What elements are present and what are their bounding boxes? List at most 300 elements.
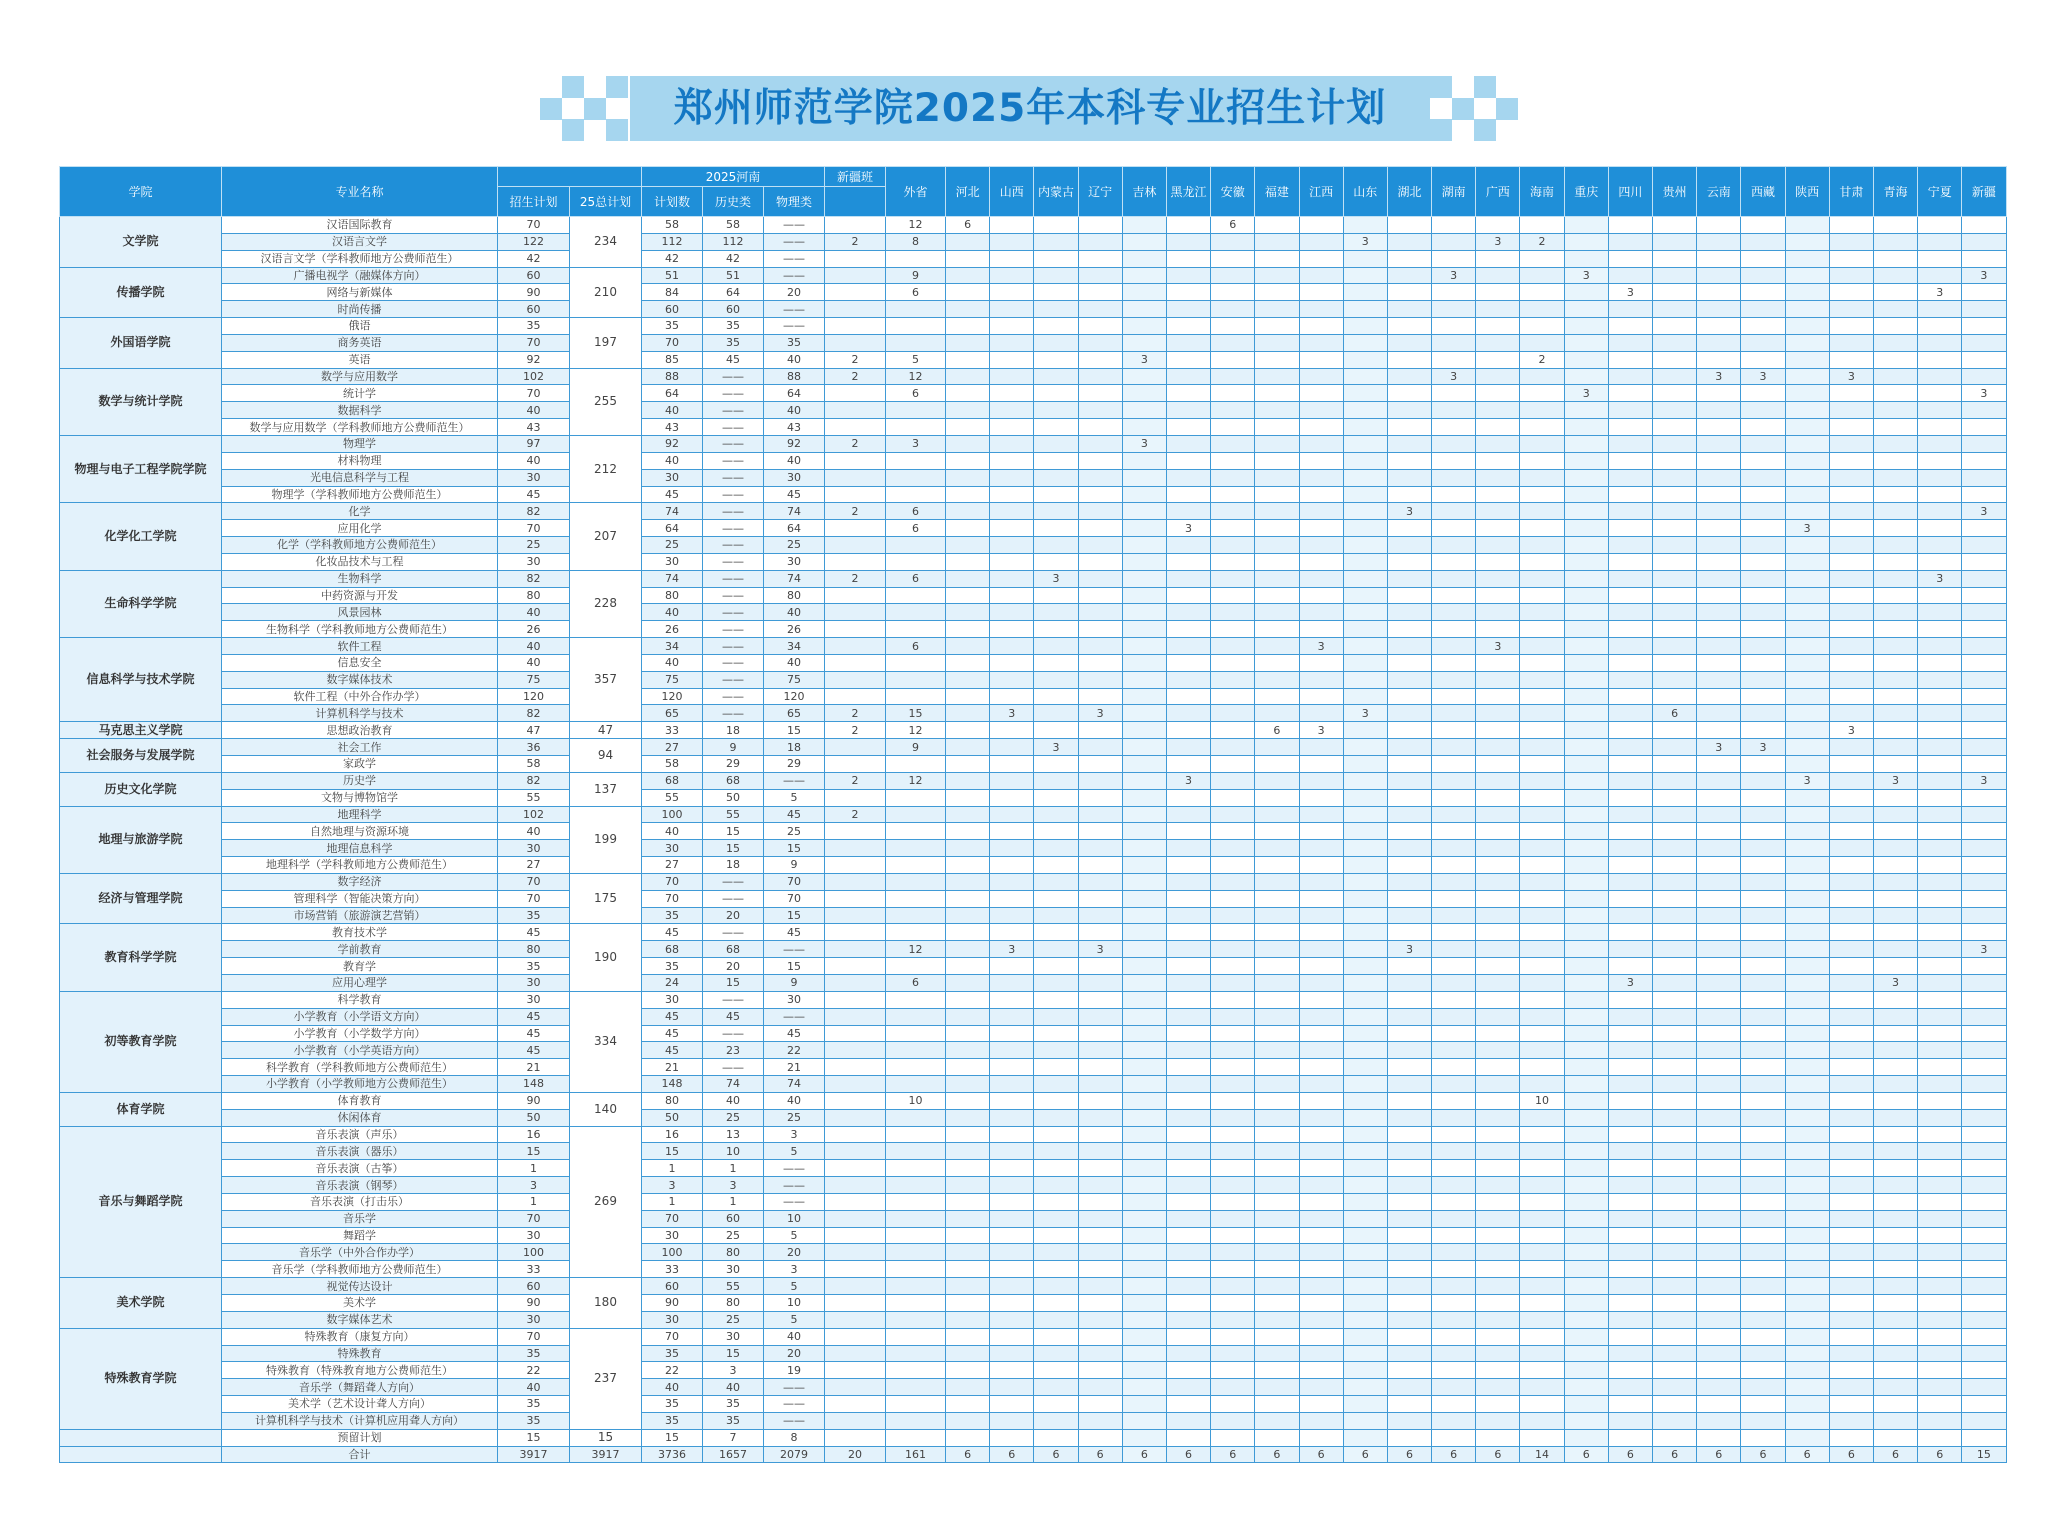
province-cell (1873, 823, 1917, 840)
province-cell (1918, 435, 1962, 452)
enroll-plan-cell: 30 (498, 991, 570, 1008)
province-cell (1211, 873, 1255, 890)
table-row (60, 217, 2007, 234)
province-cell: 3 (1432, 368, 1476, 385)
province-cell (1785, 1193, 1829, 1210)
province-cell (1299, 688, 1343, 705)
province-cell (1918, 469, 1962, 486)
province-cell (1387, 1177, 1431, 1194)
province-cell (1299, 958, 1343, 975)
xinjiang-cell (825, 991, 886, 1008)
province-cell (990, 570, 1034, 587)
province-cell (1829, 1076, 1873, 1093)
major-cell: 汉语国际教育 (222, 217, 498, 234)
province-cell (1873, 958, 1917, 975)
province-cell (1476, 503, 1520, 520)
province-cell (1343, 958, 1387, 975)
table-row (60, 974, 2007, 991)
province-cell (1078, 1126, 1122, 1143)
province-cell (1255, 1126, 1299, 1143)
province-cell (1343, 907, 1387, 924)
province-cell (1343, 1210, 1387, 1227)
province-cell (1697, 402, 1741, 419)
province-cell (1387, 1092, 1431, 1109)
total-xj: 20 (825, 1446, 886, 1463)
province-cell (1166, 789, 1210, 806)
province-cell (1122, 1261, 1166, 1278)
enroll-plan-cell: 22 (498, 1362, 570, 1379)
province-cell (1608, 890, 1652, 907)
province-cell (1122, 1345, 1166, 1362)
province-cell (1432, 705, 1476, 722)
physics-cell: 20 (764, 284, 825, 301)
province-cell (1962, 1143, 2006, 1160)
province-cell (1432, 1278, 1476, 1295)
major-cell: 教育学 (222, 958, 498, 975)
province-cell (1211, 587, 1255, 604)
province-cell (1122, 907, 1166, 924)
province-cell (1122, 873, 1166, 890)
province-cell (1653, 873, 1697, 890)
province-cell (1255, 1328, 1299, 1345)
province-cell (1741, 941, 1785, 958)
province-cell (1387, 1109, 1431, 1126)
table-row (60, 570, 2007, 587)
history-cell: 15 (703, 974, 764, 991)
plan-count-cell: 70 (642, 334, 703, 351)
major-cell: 小学教育（小学英语方向） (222, 1042, 498, 1059)
history-cell: 68 (703, 772, 764, 789)
major-cell: 数字经济 (222, 873, 498, 890)
physics-cell: 10 (764, 1210, 825, 1227)
college-cell: 教育科学学院 (60, 924, 222, 991)
xinjiang-cell (825, 1295, 886, 1312)
enroll-plan-cell: 21 (498, 1059, 570, 1076)
province-cell (1608, 604, 1652, 621)
province-cell (1608, 840, 1652, 857)
other-provinces-cell: 12 (886, 368, 946, 385)
table-row (60, 435, 2007, 452)
province-cell (1918, 1412, 1962, 1429)
province-cell (1122, 1160, 1166, 1177)
header-province: 新疆 (1962, 167, 2006, 217)
province-cell (1564, 840, 1608, 857)
province-cell (1343, 924, 1387, 941)
xinjiang-cell (825, 402, 886, 419)
province-cell (1211, 1278, 1255, 1295)
province-cell (1432, 1160, 1476, 1177)
province-cell (1829, 435, 1873, 452)
province-cell (1608, 1042, 1652, 1059)
province-cell (1697, 756, 1741, 773)
province-cell (990, 1193, 1034, 1210)
province-cell: 3 (1608, 284, 1652, 301)
table-row (60, 351, 2007, 368)
province-cell (1564, 1092, 1608, 1109)
province-cell (1785, 217, 1829, 234)
other-provinces-cell: 12 (886, 722, 946, 739)
province-cell (1564, 974, 1608, 991)
province-cell (1078, 1092, 1122, 1109)
province-cell (1785, 351, 1829, 368)
table-row (60, 334, 2007, 351)
xinjiang-cell (825, 604, 886, 621)
xinjiang-cell (825, 654, 886, 671)
province-cell (1653, 284, 1697, 301)
plan-count-cell: 34 (642, 638, 703, 655)
enroll-plan-cell: 60 (498, 1278, 570, 1295)
history-cell: —— (703, 435, 764, 452)
province-cell: 3 (1918, 284, 1962, 301)
province-cell (1829, 553, 1873, 570)
province-cell (1432, 958, 1476, 975)
plan-count-cell: 1 (642, 1193, 703, 1210)
province-cell (1166, 587, 1210, 604)
province-cell (1653, 1126, 1697, 1143)
province-cell (1873, 1008, 1917, 1025)
province-cell (1299, 604, 1343, 621)
header-xinjiang-sub (825, 187, 886, 217)
province-cell (1211, 1412, 1255, 1429)
province-cell (1962, 789, 2006, 806)
province-cell (1432, 1311, 1476, 1328)
province-cell (1343, 503, 1387, 520)
province-cell (1697, 1429, 1741, 1446)
other-provinces-cell (886, 857, 946, 874)
province-cell (1785, 284, 1829, 301)
province-cell (946, 368, 990, 385)
enroll-plan-cell: 97 (498, 435, 570, 452)
plan-count-cell: 27 (642, 739, 703, 756)
province-cell (1962, 890, 2006, 907)
province-cell (1697, 1160, 1741, 1177)
province-cell (1343, 756, 1387, 773)
province-cell (1211, 1396, 1255, 1413)
table-row (60, 469, 2007, 486)
province-cell (1785, 233, 1829, 250)
province-cell (990, 486, 1034, 503)
province-cell (946, 654, 990, 671)
province-cell (1387, 974, 1431, 991)
physics-cell: 30 (764, 553, 825, 570)
other-provinces-cell: 6 (886, 503, 946, 520)
province-cell (1962, 284, 2006, 301)
province-cell (1432, 486, 1476, 503)
total-province-cell: 6 (1299, 1446, 1343, 1463)
header-henan-2025: 2025河南 (642, 167, 825, 187)
province-cell (1166, 368, 1210, 385)
province-cell (1343, 890, 1387, 907)
province-cell (1034, 823, 1078, 840)
province-cell (1873, 991, 1917, 1008)
major-cell: 生物科学 (222, 570, 498, 587)
province-cell (1873, 1412, 1917, 1429)
province-cell (1785, 688, 1829, 705)
plan-count-cell: 70 (642, 890, 703, 907)
province-cell (1343, 1396, 1387, 1413)
province-cell (1078, 419, 1122, 436)
province-cell: 3 (1741, 739, 1785, 756)
history-cell: —— (703, 469, 764, 486)
province-cell (1034, 537, 1078, 554)
enroll-plan-cell: 70 (498, 1210, 570, 1227)
history-cell: —— (703, 890, 764, 907)
province-cell: 3 (1387, 941, 1431, 958)
province-cell (1608, 1143, 1652, 1160)
province-cell (1653, 991, 1697, 1008)
province-cell (1608, 250, 1652, 267)
physics-cell: 29 (764, 756, 825, 773)
province-cell (990, 1379, 1034, 1396)
province-cell (1962, 756, 2006, 773)
province-cell (1255, 772, 1299, 789)
province-cell (1520, 857, 1564, 874)
province-cell (1564, 756, 1608, 773)
physics-cell: 25 (764, 1109, 825, 1126)
province-cell (946, 334, 990, 351)
province-cell (1078, 284, 1122, 301)
province-cell (1387, 385, 1431, 402)
province-cell (1829, 1177, 1873, 1194)
province-cell (946, 1092, 990, 1109)
province-cell (946, 587, 990, 604)
province-cell: 3 (1166, 772, 1210, 789)
province-cell (1520, 1295, 1564, 1312)
province-cell (1785, 1244, 1829, 1261)
province-cell (1829, 941, 1873, 958)
province-cell (1829, 907, 1873, 924)
college-cell: 历史文化学院 (60, 772, 222, 806)
enroll-plan-cell: 80 (498, 941, 570, 958)
major-cell: 音乐表演（古筝） (222, 1160, 498, 1177)
total-province-cell: 6 (1255, 1446, 1299, 1463)
province-cell (1873, 604, 1917, 621)
total-25-cell: 334 (570, 991, 642, 1092)
physics-cell: 75 (764, 671, 825, 688)
province-cell (1343, 1109, 1387, 1126)
xinjiang-cell (825, 553, 886, 570)
province-cell (1122, 1328, 1166, 1345)
province-cell (1255, 638, 1299, 655)
header-province: 四川 (1608, 167, 1652, 217)
plan-count-cell: 60 (642, 301, 703, 318)
history-cell: 55 (703, 1278, 764, 1295)
province-cell (1520, 1261, 1564, 1278)
province-cell (1741, 1379, 1785, 1396)
province-cell: 3 (1697, 739, 1741, 756)
major-cell: 小学教育（小学语文方向） (222, 1008, 498, 1025)
province-cell (946, 1429, 990, 1446)
province-cell (1520, 1008, 1564, 1025)
province-cell (1564, 570, 1608, 587)
province-cell (1387, 250, 1431, 267)
province-cell (1343, 991, 1387, 1008)
province-cell (1962, 1160, 2006, 1177)
province-cell: 3 (1918, 570, 1962, 587)
province-cell (1520, 284, 1564, 301)
header-enroll-plan: 招生计划 (498, 187, 570, 217)
province-cell (990, 1109, 1034, 1126)
province-cell (1387, 1295, 1431, 1312)
enroll-plan-cell: 82 (498, 772, 570, 789)
total-province-cell: 6 (1741, 1446, 1785, 1463)
province-cell (1653, 402, 1697, 419)
province-cell (1166, 250, 1210, 267)
province-cell (1166, 267, 1210, 284)
province-cell (1034, 1092, 1078, 1109)
province-cell (1608, 520, 1652, 537)
province-cell (1166, 1143, 1210, 1160)
province-cell (1785, 318, 1829, 335)
enroll-plan-cell: 1 (498, 1193, 570, 1210)
province-cell (1608, 419, 1652, 436)
province-cell (1564, 368, 1608, 385)
province-cell (1697, 941, 1741, 958)
province-cell (1785, 671, 1829, 688)
history-cell: 9 (703, 739, 764, 756)
province-cell (1122, 823, 1166, 840)
province-cell (1608, 469, 1652, 486)
college-cell: 马克思主义学院 (60, 722, 222, 739)
province-cell (1476, 772, 1520, 789)
major-cell: 特殊教育（特殊教育地方公费师范生） (222, 1362, 498, 1379)
province-cell (1741, 1076, 1785, 1093)
province-cell (1166, 806, 1210, 823)
province-cell (1211, 688, 1255, 705)
xinjiang-cell (825, 1042, 886, 1059)
province-cell (1299, 705, 1343, 722)
province-cell (1873, 1328, 1917, 1345)
province-cell (1166, 722, 1210, 739)
enroll-plan-cell: 75 (498, 671, 570, 688)
xinjiang-cell (825, 1126, 886, 1143)
province-cell (1476, 1126, 1520, 1143)
province-cell (1343, 840, 1387, 857)
other-provinces-cell: 6 (886, 520, 946, 537)
province-cell (1520, 301, 1564, 318)
province-cell (1741, 789, 1785, 806)
province-cell (1476, 840, 1520, 857)
province-cell (1211, 924, 1255, 941)
province-cell (946, 452, 990, 469)
xinjiang-cell (825, 1143, 886, 1160)
province-cell (1034, 368, 1078, 385)
province-cell (1653, 974, 1697, 991)
province-cell: 3 (1564, 267, 1608, 284)
province-cell (946, 941, 990, 958)
province-cell (1432, 941, 1476, 958)
province-cell (1122, 284, 1166, 301)
province-cell (1122, 1076, 1166, 1093)
province-cell (1962, 1227, 2006, 1244)
xinjiang-cell: 2 (825, 233, 886, 250)
province-cell (1034, 284, 1078, 301)
table-row (60, 587, 2007, 604)
province-cell (1166, 419, 1210, 436)
province-cell (1476, 351, 1520, 368)
province-cell (1520, 217, 1564, 234)
province-cell (990, 452, 1034, 469)
province-cell (1078, 907, 1122, 924)
province-cell (1078, 604, 1122, 621)
province-cell (1829, 1429, 1873, 1446)
province-cell (1211, 570, 1255, 587)
plan-count-cell: 45 (642, 1008, 703, 1025)
province-cell (1741, 890, 1785, 907)
province-cell (1741, 1177, 1785, 1194)
province-cell (1476, 1210, 1520, 1227)
province-cell (1697, 1193, 1741, 1210)
province-cell (1476, 823, 1520, 840)
province-cell (1034, 671, 1078, 688)
plan-count-cell: 27 (642, 857, 703, 874)
province-cell (1211, 537, 1255, 554)
province-cell (1299, 486, 1343, 503)
province-cell (1873, 368, 1917, 385)
other-provinces-cell (886, 806, 946, 823)
province-cell (1432, 1210, 1476, 1227)
province-cell (1387, 1311, 1431, 1328)
province-cell (1034, 1126, 1078, 1143)
province-cell (1432, 1244, 1476, 1261)
other-provinces-cell (886, 1177, 946, 1194)
xinjiang-cell (825, 469, 886, 486)
province-cell (1387, 823, 1431, 840)
province-cell (1299, 1092, 1343, 1109)
province-cell (1255, 1008, 1299, 1025)
xinjiang-cell (825, 1328, 886, 1345)
province-cell (990, 1429, 1034, 1446)
province-cell (1608, 452, 1652, 469)
plan-count-cell: 16 (642, 1126, 703, 1143)
province-cell (1653, 654, 1697, 671)
province-cell (1873, 1429, 1917, 1446)
province-cell (1122, 974, 1166, 991)
province-cell (1476, 806, 1520, 823)
province-cell (1564, 1109, 1608, 1126)
province-cell (1653, 1227, 1697, 1244)
province-cell (1829, 503, 1873, 520)
province-cell (1122, 941, 1166, 958)
major-cell: 应用心理学 (222, 974, 498, 991)
province-cell (1211, 553, 1255, 570)
province-cell (1785, 385, 1829, 402)
physics-cell: —— (764, 941, 825, 958)
province-cell (1741, 250, 1785, 267)
province-cell (1608, 873, 1652, 890)
table-row (60, 1345, 2007, 1362)
total-province-cell: 6 (1873, 1446, 1917, 1463)
province-cell (1387, 1261, 1431, 1278)
major-cell: 自然地理与资源环境 (222, 823, 498, 840)
province-cell: 3 (1829, 368, 1873, 385)
province-cell (1697, 823, 1741, 840)
plan-count-cell: 92 (642, 435, 703, 452)
province-cell (1211, 705, 1255, 722)
province-cell (946, 1311, 990, 1328)
major-cell: 美术学（艺术设计聋人方向） (222, 1396, 498, 1413)
province-cell (1343, 267, 1387, 284)
province-cell (1520, 840, 1564, 857)
province-cell (1564, 1278, 1608, 1295)
province-cell (1343, 1379, 1387, 1396)
province-cell (1918, 1008, 1962, 1025)
province-cell (946, 958, 990, 975)
province-cell (1476, 1109, 1520, 1126)
province-cell (1608, 1025, 1652, 1042)
province-cell (1962, 857, 2006, 874)
province-cell (1564, 958, 1608, 975)
